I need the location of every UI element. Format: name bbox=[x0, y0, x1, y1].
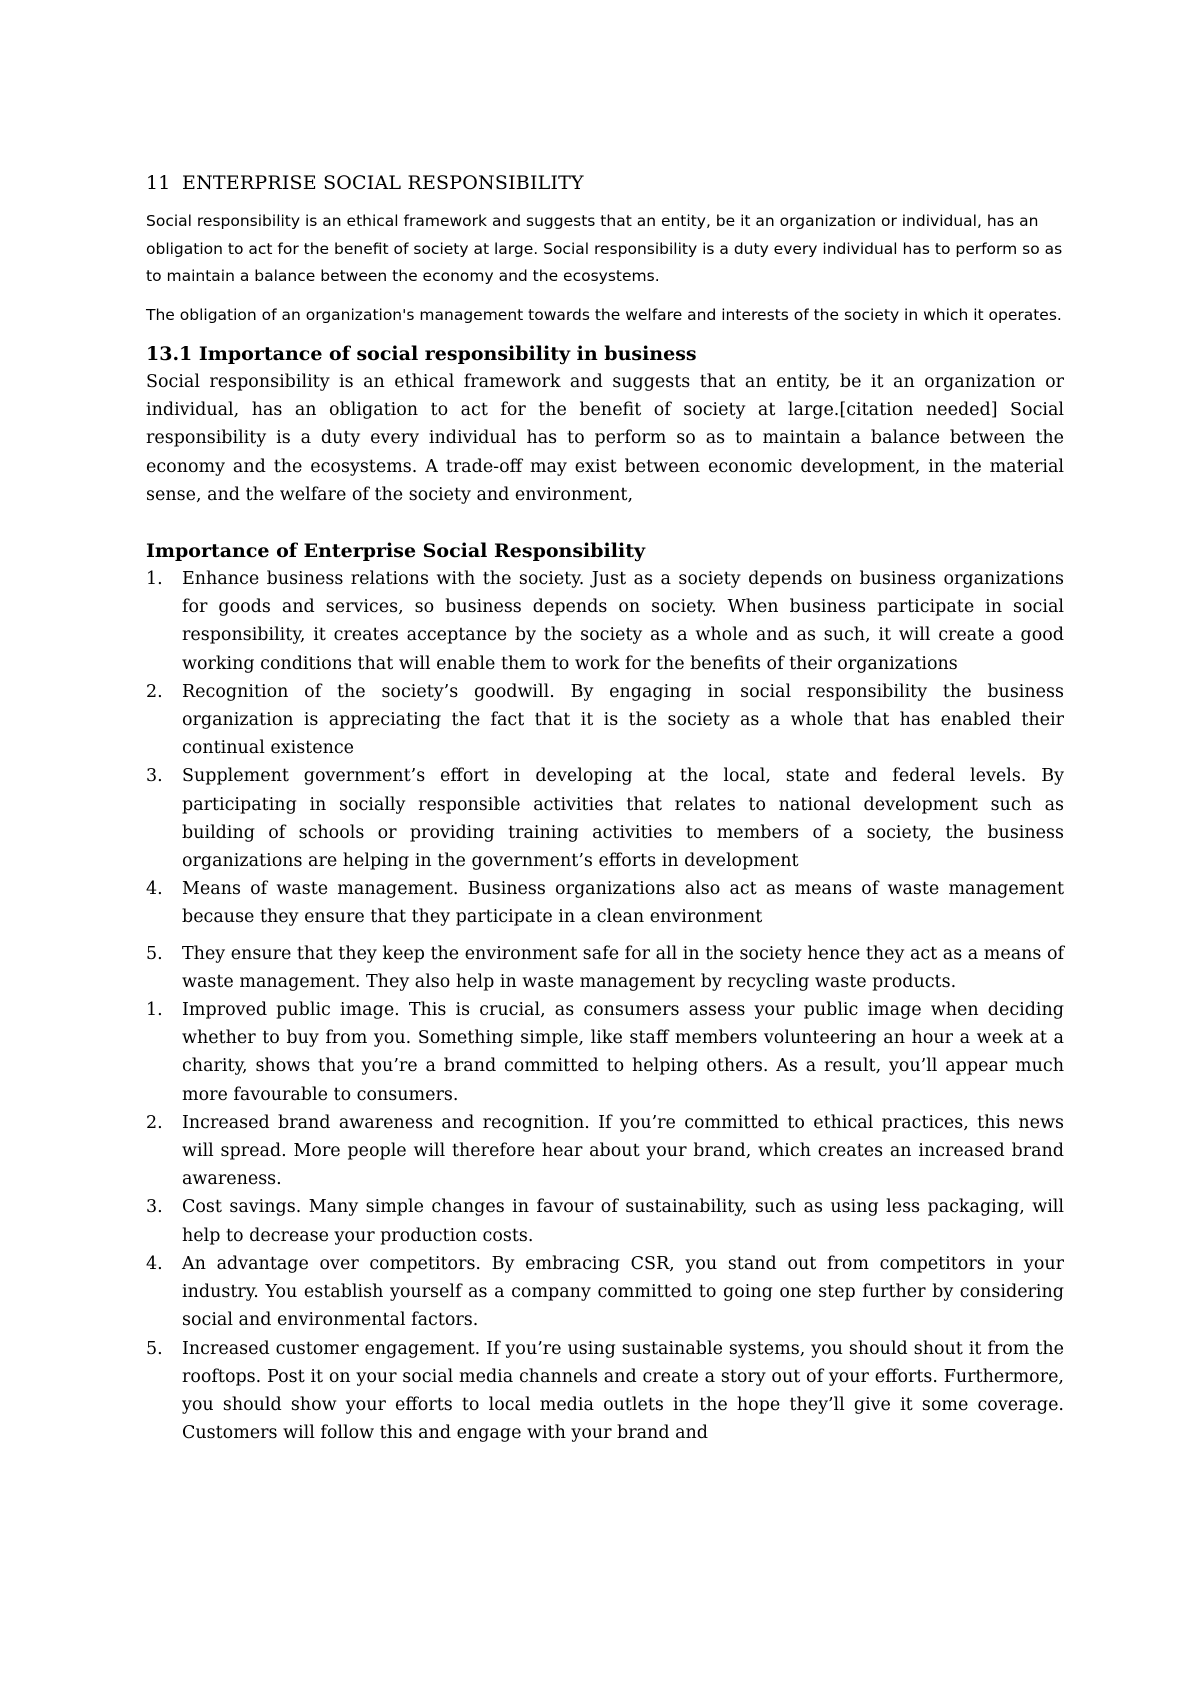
list-item-text: Recognition of the society’s goodwill. By engaging in social responsibility the business organization is appreciating the fact that it is the society as a whole that has enabled their continual existence bbox=[182, 681, 1064, 759]
intro-paragraph-2: The obligation of an organization's management towards the welfare and interests of the society in which it operates. bbox=[146, 305, 1062, 324]
list-item bbox=[146, 1335, 1064, 1448]
chapter-heading bbox=[146, 172, 1064, 194]
section-paragraph: Social responsibility is an ethical framework and suggests that an entity, be it an organization or individual, has an obligation to act for the benefit of society at large.[citation needed] Social responsibility is a duty every individual has to perform so as to maintain a balance between the economy and the ecosystems. A trade-off may exist between economic development, in the material sense, and the welfare of the society and environment, bbox=[146, 372, 1064, 505]
list-item-marker: 4. bbox=[146, 1253, 163, 1274]
list-item bbox=[146, 565, 1064, 678]
list-item-text: Cost savings. Many simple changes in favour of sustainability, such as using less packaging, will help to decrease your production costs. bbox=[182, 1197, 1064, 1246]
list-item-text: Means of waste management. Business organizations also act as means of waste management because they ensure that they participate in a clean environment bbox=[182, 879, 1064, 928]
list-item-marker: 1. bbox=[146, 1000, 163, 1021]
list-item-marker: 2. bbox=[146, 1112, 163, 1133]
list-item-marker: 2. bbox=[146, 681, 163, 702]
section-heading: 13.1 Importance of social responsibility in business bbox=[146, 343, 697, 365]
list-item-text: Increased brand awareness and recognition. If you’re committed to ethical practices, this news will spread. More people will therefore hear about your brand, which creates an increased brand awareness. bbox=[182, 1112, 1064, 1190]
list-item bbox=[146, 1193, 1064, 1249]
list-item bbox=[146, 1250, 1064, 1335]
list-item-text: Increased customer engagement. If you’re using sustainable systems, you should shout it from the rooftops. Post it on your social media channels and create a story out of your efforts. Furthermore, you should show your efforts to local media outlets in the hope they’ll give it some coverage. Customers will follow this and engage with your brand and bbox=[182, 1338, 1064, 1444]
document-page bbox=[146, 172, 1064, 1447]
list-item bbox=[146, 1109, 1064, 1194]
list-item-text: They ensure that they keep the environment safe for all in the society hence they act as a means of waste management. They also help in waste management by recycling waste products. bbox=[182, 943, 1064, 992]
list-item-marker: 1. bbox=[146, 569, 163, 590]
importance-list bbox=[146, 565, 1064, 1447]
list-item bbox=[146, 940, 1064, 996]
list-item-marker: 5. bbox=[146, 1338, 163, 1359]
list-item bbox=[146, 762, 1064, 875]
list-item-marker: 3. bbox=[146, 766, 163, 787]
list-heading: Importance of Enterprise Social Responsibility bbox=[146, 540, 646, 563]
chapter-number: 11 bbox=[146, 172, 171, 194]
list-item-text: Supplement government’s effort in developing at the local, state and federal levels. By participating in socially responsible activities that relates to national development such as building of schools or providing training activities to members of a society, the business organizations are helping in the government’s efforts in development bbox=[182, 766, 1064, 872]
list-item-text: An advantage over competitors. By embracing CSR, you stand out from competitors in your industry. You establish yourself as a company committed to going one step further by considering social and environmental factors. bbox=[182, 1253, 1064, 1331]
list-item-marker: 4. bbox=[146, 879, 163, 900]
intro-paragraph-1: Social responsibility is an ethical framework and suggests that an entity, be it an organization or individual, has an obligation to act for the benefit of society at large. Social responsibility is a duty every individual has to perform so as to maintain a balance between the economy and the ecosystems. bbox=[146, 212, 1063, 285]
list-item-marker: 5. bbox=[146, 943, 163, 964]
list-item-text: Enhance business relations with the society. Just as a society depends on business organizations for goods and services, so business depends on society. When business participate in social responsibility, it creates acceptance by the society as a whole and as such, it will create a good working conditions that will enable them to work for the benefits of their organizations bbox=[182, 569, 1064, 674]
list-item-text: Improved public image. This is crucial, as consumers assess your public image when deciding whether to buy from you. Something simple, like staff members volunteering an hour a week at a charity, shows that you’re a brand committed to helping others. As a result, you’ll appear much more favourable to consumers. bbox=[182, 1000, 1064, 1105]
chapter-title: ENTERPRISE SOCIAL RESPONSIBILITY bbox=[182, 172, 584, 194]
section-spacer bbox=[146, 509, 1064, 537]
list-item bbox=[146, 875, 1064, 931]
list-item bbox=[146, 996, 1064, 1109]
list-item-marker: 3. bbox=[146, 1197, 163, 1218]
list-item bbox=[146, 678, 1064, 763]
